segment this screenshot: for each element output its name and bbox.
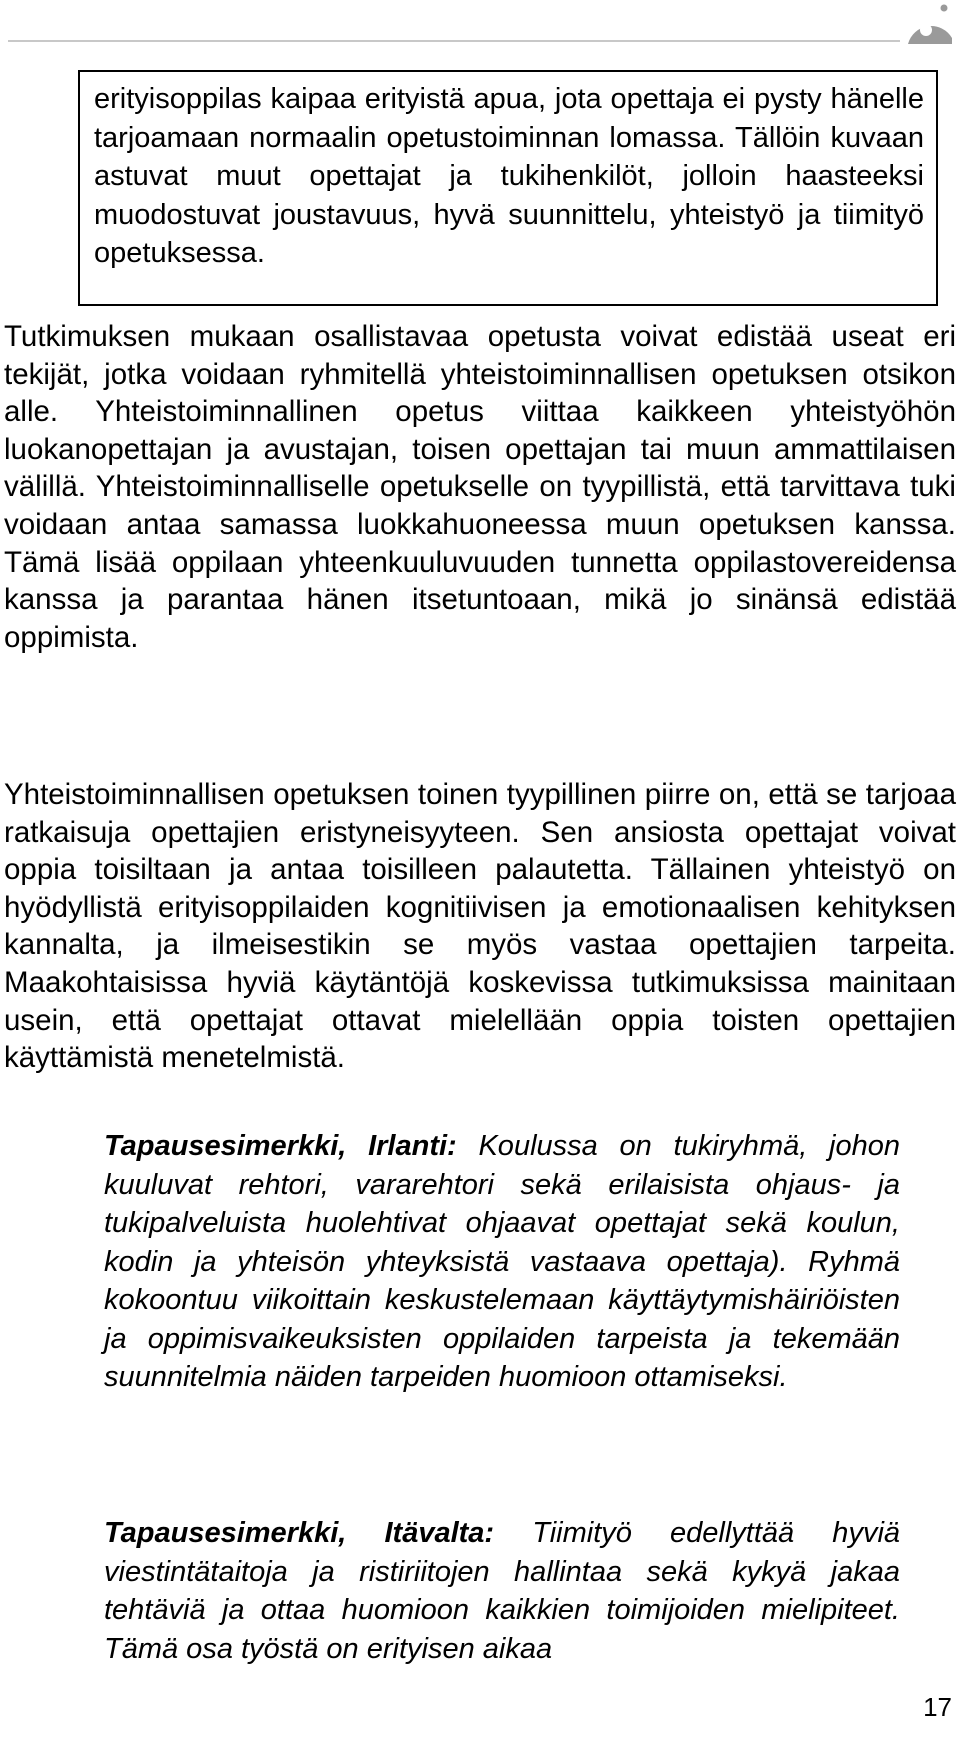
corner-logo-icon [904, 0, 956, 44]
case-label-ireland: Tapausesimerkki, Irlanti: [104, 1130, 457, 1162]
case-text-ireland: Koulussa on tukiryhmä, johon kuuluvat rehtori, vararehtori sekä erilaisista ohjaus- ja tukipalveluista huolehtivat ohjaavat opettajat sekä koulun, kodin ja yhteisön yhteyksistä vastaava opettaja). Ryhmä kokoontuu viikoittain keskustelemaan käyttäytymishäiriöisten ja oppimisvaikeuksisten oppilaiden tarpeista ja tekemään suunnitelmia näiden tarpeiden huomioon ottamiseksi. [104, 1130, 900, 1393]
body-paragraph-1: Tutkimuksen mukaan osallistavaa opetusta voivat edistää useat eri tekijät, jotka voidaan ryhmitellä yhteistoiminnallisen opetuksen otsikon alle. Yhteistoiminnallinen opetus viittaa kaikkeen yhteistyöhön luokanopettajan ja avustajan, toisen opettajan tai muun ammattilaisen välillä. Yhteistoiminnalliselle opetukselle on tyypillistä, että tarvittava tuki voidaan antaa samassa luokkahuoneessa muun opetuksen kanssa. Tämä lisää oppilaan yhteenkuuluvuuden tunnetta oppilastovereidensa kanssa ja parantaa hänen itsetuntoaan, mikä jo sinänsä edistää oppimista. [4, 320, 956, 654]
boxed-text: erityisoppilas kaipaa erityistä apua, jota opettaja ei pysty hänelle tarjoamaan normaalin opetustoiminnan lomassa. Tällöin kuvaan astuvat muut opettajat ja tukihenkilöt, jolloin haasteeksi muodostuvat joustavuus, hyvä suunnittelu, yhteistyö ja tiimityö opetuksessa. [94, 83, 924, 269]
case-text-austria: Tiimityö edellyttää hyviä viestintätaitoja ja ristiriitojen hallintaa sekä kykyä jakaa tehtäviä ja ottaa huomioon kaikkien toimijoiden mielipiteet. Tämä osa työstä on erityisen aikaa [104, 1517, 901, 1665]
page-number: 17 [923, 1692, 952, 1722]
header-rule [8, 40, 900, 42]
highlight-box [78, 70, 938, 306]
case-label-austria: Tapausesimerkki, Itävalta: [104, 1517, 495, 1549]
case-example-austria [104, 1514, 900, 1668]
case-example-ireland [104, 1127, 900, 1397]
body-paragraph-2: Yhteistoiminnallisen opetuksen toinen tyypillinen piirre on, että se tarjoaa ratkaisuja opettajien eristyneisyyteen. Sen ansiosta opettajat voivat oppia toisiltaan ja antaa toisilleen palautetta. Tällainen yhteistyö on hyödyllistä erityisoppilaiden kognitiivisen ja emotionaalisen kehityksen kannalta, ja ilmeisestikin se myös vastaa opettajien tarpeita. Maakohtaisissa hyviä käytäntöjä koskevissa tutkimuksissa mainitaan usein, että opettajat ottavat mielellään oppia toisten opettajien käyttämistä menetelmistä. [4, 778, 956, 1075]
